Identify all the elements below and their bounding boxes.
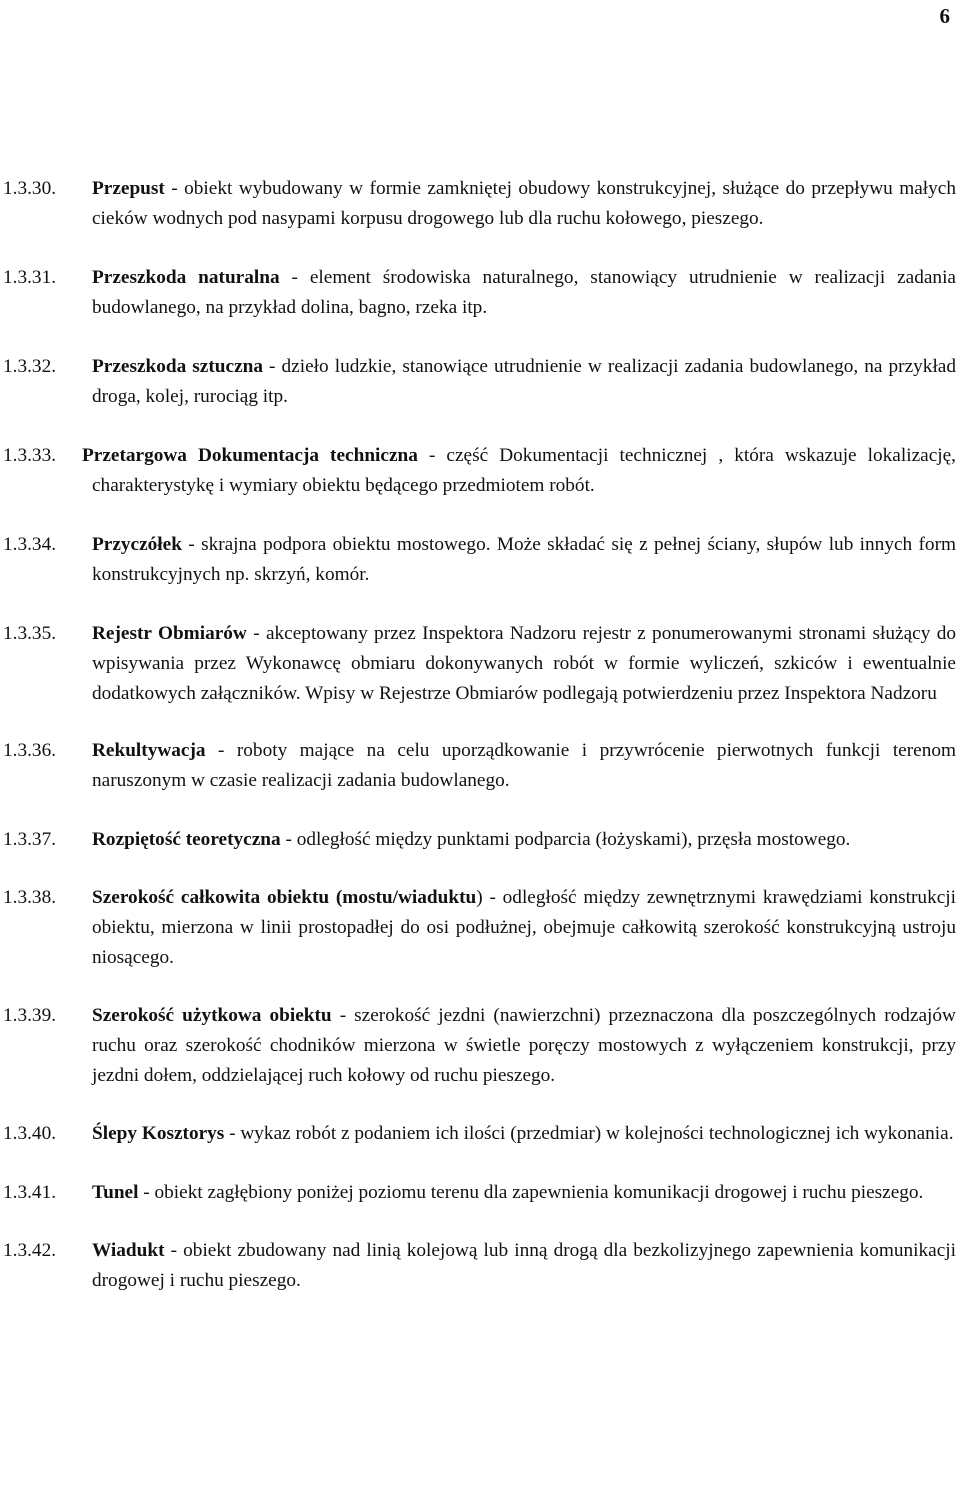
definition-term: Przeszkoda sztuczna	[92, 356, 263, 377]
definition-term: Szerokość użytkowa obiektu	[92, 1005, 332, 1026]
definition-item	[0, 1236, 960, 1296]
definition-item	[0, 441, 960, 501]
definition-item	[0, 1119, 960, 1149]
definition-number: 1.3.38.	[3, 887, 57, 908]
definition-term: Przeszkoda naturalna	[92, 267, 280, 288]
definition-number: 1.3.40.	[3, 1123, 57, 1144]
definition-text: - obiekt zagłębiony poniżej poziomu terenu dla zapewnienia komunikacji drogowej i ruchu pieszego.	[138, 1182, 924, 1203]
definition-text: - szerokość jezdni (nawierzchni) przeznaczona dla poszczególnych rodzajów ruchu oraz szerokość chodników mierzona w świetle poręczy mostowych z wyłączeniem konstrukcji, przy jezdni dołem, oddzielającej ruch kołowy od ruchu pieszego.	[92, 1005, 956, 1086]
definition-term: Przepust	[92, 178, 165, 199]
definition-text: ) - odległość między zewnętrznymi krawędziami konstrukcji obiektu, mierzona w linii prostopadłej do osi podłużnej, obejmuje całkowitą szerokość konstrukcyjną ustroju niosącego.	[92, 887, 956, 968]
definition-text: - obiekt zbudowany nad linią kolejową lub inną drogą dla bezkolizyjnego zapewnienia komunikacji drogowej i ruchu pieszego.	[92, 1240, 956, 1291]
definition-number: 1.3.37.	[3, 829, 57, 850]
definition-text: - część Dokumentacji technicznej , która wskazuje lokalizację, charakterystykę i wymiary obiektu będącego przedmiotem robót.	[92, 445, 956, 496]
definition-item	[0, 1178, 960, 1208]
definition-number: 1.3.33.	[3, 445, 57, 466]
definition-text: - akceptowany przez Inspektora Nadzoru rejestr z ponumerowanymi stronami służący do wpisywania przez Wykonawcę obmiaru dokonywanych robót w formie wyliczeń, szkiców i ewentualnie dodatkowych załączników. Wpisy w Rejestrze Obmiarów podlegają potwierdzeniu przez Inspektora Nadzoru	[92, 623, 956, 704]
definition-item	[0, 263, 960, 323]
definition-number: 1.3.30.	[3, 178, 57, 199]
definition-item	[0, 174, 960, 234]
definition-number: 1.3.31.	[3, 267, 57, 288]
definition-term: Ślepy Kosztorys	[92, 1123, 225, 1144]
definition-number: 1.3.32.	[3, 356, 57, 377]
definition-item	[0, 825, 960, 855]
definitions-list	[0, 174, 960, 1296]
definition-number: 1.3.35.	[3, 623, 57, 644]
definition-number: 1.3.41.	[3, 1182, 57, 1203]
definition-term: Przetargowa Dokumentacja techniczna	[82, 445, 418, 466]
definition-text: - wykaz robót z podaniem ich ilości (przedmiar) w kolejności technologicznej ich wykonania.	[224, 1123, 954, 1144]
definition-text: - odległość między punktami podparcia (łożyskami), przęsła mostowego.	[280, 829, 851, 850]
definition-number: 1.3.39.	[3, 1005, 57, 1026]
definition-item	[0, 352, 960, 412]
definition-item	[0, 883, 960, 973]
definition-term: Przyczółek	[92, 534, 182, 555]
definition-text: - roboty mające na celu uporządkowanie i przywrócenie pierwotnych funkcji terenom naruszonym w czasie realizacji zadania budowlanego.	[92, 740, 956, 791]
definition-text: - element środowiska naturalnego, stanowiący utrudnienie w realizacji zadania budowlanego, na przykład dolina, bagno, rzeka itp.	[92, 267, 956, 318]
definition-term: Rekultywacja	[92, 740, 206, 761]
page-number: 6	[939, 4, 950, 28]
definition-number: 1.3.36.	[3, 740, 57, 761]
definition-item	[0, 736, 960, 796]
definition-text: - obiekt wybudowany w formie zamkniętej obudowy konstrukcyjnej, służące do przepływu małych cieków wodnych pod nasypami korpusu drogowego lub dla ruchu kołowego, pieszego.	[92, 178, 956, 229]
definition-text: - skrajna podpora obiektu mostowego. Może składać się z pełnej ściany, słupów lub innych form konstrukcyjnych np. skrzyń, komór.	[92, 534, 956, 585]
definition-term: Wiadukt	[92, 1240, 165, 1261]
definition-term: Szerokość całkowita obiektu (mostu/wiaduktu	[92, 887, 477, 908]
definition-text: - dzieło ludzkie, stanowiące utrudnienie w realizacji zadania budowlanego, na przykład droga, kolej, rurociąg itp.	[92, 356, 957, 407]
definition-term: Rejestr Obmiarów	[92, 623, 247, 644]
definition-item	[0, 1001, 960, 1091]
definition-number: 1.3.42.	[3, 1240, 57, 1261]
definition-term: Tunel	[92, 1182, 139, 1203]
definition-number: 1.3.34.	[3, 534, 57, 555]
definition-item	[0, 619, 960, 709]
definition-term: Rozpiętość teoretyczna	[92, 829, 281, 850]
definition-item	[0, 530, 960, 590]
